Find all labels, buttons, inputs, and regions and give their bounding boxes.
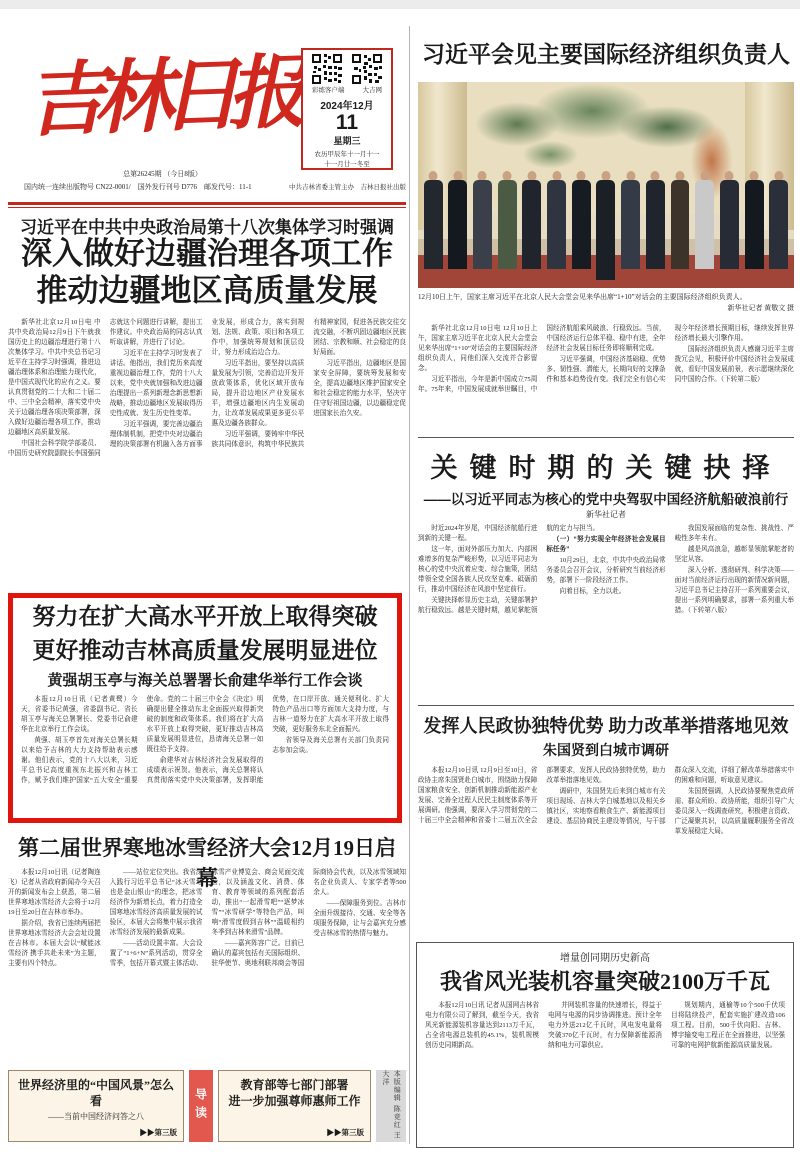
news-photo xyxy=(418,82,794,288)
ice-article-body: 本报12月10日讯（记者陶连飞）记者从省政府新闻办今天召开的新闻发布会上获悉，第二届世界寒地冰雪经济大会将于12月19日至20日在吉林市举办。 据介绍，我省已连续两届把世界寒地冰雪经济大会会址设置在吉林市。本届大会以“赋能冰雪经济 携手共赴未来”为主题，主要有四个特点。 ——站位定位突出。我省深入践行习近平总书记“冰天雪地也是金山银山”的理念，把冰雪经济作为新增长点，着力打造全国寒地冰雪经济高质量发展的试验区，本届大会将集中展示我省冰雪经济发展的最新成果。 ——活动设置丰富。大会设置了“1+6+N”系列活动，贯穿全雪季，包括开幕式暨主体活动、冰雪产业博览会、商会见面交流会，以及涵盖文化、消费、体育、教育等领域的系列配套活动，推出“一起滑雪吧”“逐梦冰雪”“冰雪研学”等特色产品，叫响“滑雪度假到吉林”“温暖相约 冬季到吉林来滑雪”品牌。 ——嘉宾阵容广泛。目前已确认的嘉宾包括有关国际组织、驻华使节、奥地利联邦商会等国际商协会代表，以及冰雪领域知名企业负责人、专家学者等500余人。 ——保障服务到位。吉林市全面升级接待、交通、安全等各项服务保障，让与会嘉宾充分感受吉林冰雪的热情与魅力。 xyxy=(8,869,406,968)
reading-guide-row xyxy=(8,1070,406,1142)
person-silhouette xyxy=(621,171,640,270)
person-silhouette xyxy=(498,171,517,270)
person-silhouette xyxy=(745,171,764,270)
section-divider xyxy=(418,437,794,438)
guide-box2-page-ref: ▶▶第三版 xyxy=(326,1128,364,1137)
column-divider xyxy=(409,26,410,1144)
publication-line: 国内统一连续出版物号 CN22-0001/ 国外发行刊号 D776 邮发代号：11-1 xyxy=(24,183,252,191)
photo-credit: 新华社记者 黄敬文 摄 xyxy=(727,303,794,312)
key-period-body: 时近2024年岁尾，中国经济航船行进到新的关键一程。 这一年，面对外部压力加大、内部困难增多的复杂严峻形势，以习近平同志为核心的党中央沉着应变、综合施策，团结带领全党全国各族人民攻坚克难、砥砺前行，推动中国经济在风浪中坚定前行。 关键抉择彰显历史主动，关键部署护航行稳致远。越是关键时期，越见掌舵领航的定力与担当。 （一）“努力实现全年经济社会发展目标任务” 10月29日，北京，中共中央政治局常务委员会召开会议，分析研究当前经济形势，部署下一阶段经济工作。 向着目标，全力以赴。 我国发展面临的复杂性、挑战性、严峻性多年未有。 越是风高浪急，越彰显领航掌舵者的坚定从容。 深入分析、透彻研判、科学决策——面对当前经济运行出现的新情况新问题，习近平总书记主持召开一系列重要会议，提出一系列明确要求，部署一系列重大举措。（下转第八版） xyxy=(418,525,794,615)
qr2-label: 大吉网 xyxy=(362,87,382,94)
person-silhouette xyxy=(572,171,591,270)
border-article-title-line1: 深入做好边疆治理各项工作 xyxy=(21,236,393,271)
date-month: 2024年12月 xyxy=(320,101,374,112)
paper-name-logo: 吉林日报 xyxy=(24,49,296,147)
section-divider xyxy=(418,705,794,706)
wind-solar-body: 本报12月10日讯 记者从国网吉林省电力有限公司了解到，截至今天，我省风光新能源装机容量达到2113万千瓦，占全省电源总装机的45.1%，装机规模创历史同期新高。 并网装机容量的快速增长，得益于电网与电源的同步协调推进。预计全年电力外送212亿千瓦时，风电发电量将突破370亿千瓦时，有力保障新能源消纳和电力可靠供应。 规划期内，通榆等10个500千伏项目将陆续投产，配套实施扩建改造106项工程。目前，500千伏向阳、吉林、博宇输变电工程正在全面推进，以坚强可靠的电网护航新能源高质量发展。 xyxy=(425,1002,785,1050)
guide-box1-subtitle: ——当前中国经济问答之八 xyxy=(48,1112,144,1122)
date-weekday: 星期三 xyxy=(333,136,361,147)
guide-box1-page-ref: ▶▶第三版 xyxy=(139,1128,177,1137)
guide-box1-title: 世界经济里的“中国风景”怎么看 xyxy=(17,1078,174,1109)
border-article-body: 新华社北京12月10日电 中共中央政治局12月9日下午就我国历史上的边疆治理进行第十八次集体学习。中共中央总书记习近平在主持学习时强调，推进边疆治理体系和治理能力现代化，是中国式现代化的应有之义。要认真贯彻党的二十大和二十届二中、三中全会精神，落实党中央关于边疆治理各项决策部署，深入做好边疆治理各项工作，推动边疆地区高质量发展。 中国社会科学院学部委员、中国历史研究院副院长李国强同志就这个问题进行讲解，提出工作建议。中央政治局的同志认真听取讲解，并进行了讨论。 习近平在主持学习时发表了讲话。他指出，我们党历来高度重视边疆治理工作，党的十八大以来，党中央就加强和改进边疆治理提出一系列新理念新思想新战略，推动边疆地区发展取得历史性成就、发生历史性变革。 习近平强调，要完善边疆治理体制机制，把党中央对边疆治理的决策部署有机融入各方面事业发展，形成合力，落实到规划、法规、政策、项目和各项工作中，加强统筹规划和顶层设计，努力形成治边合力。 习近平指出，要坚持以高质量发展为引领，完善沿边开发开放政策体系，优化区域开放布局，提升沿边地区产业发展水平，增强边疆地区内生发展动力，让改革发展成果更多更公平惠及边疆各族群众。 习近平强调，要铸牢中华民族共同体意识，构筑中华民族共有精神家园，促进各民族交往交流交融，不断巩固边疆地区民族团结、宗教和顺、社会稳定的良好局面。 习近平指出，边疆地区是国家安全屏障，要统筹发展和安全，提高边疆地区维护国家安全和社会稳定的能力水平，坚决守住守好祖国边疆，以边疆稳定促进国家长治久安。 xyxy=(8,319,406,458)
masthead-red-rule xyxy=(8,202,406,208)
reading-guide-label: 导读 xyxy=(189,1070,213,1142)
xi-meeting-body: 新华社北京12月10日电 12月10日上午，国家主席习近平在北京人民大会堂会见来华出席“1+10”对话会的主要国际经济组织负责人，同他们深入交流并合影留念。 习近平指出，今年是新中国成立75周年。75年来，中国发展成就举世瞩目，中国经济航船乘风破浪、行稳致远。当前，中国经济运行总体平稳、稳中有进，全年经济社会发展目标任务即将顺利完成。 习近平强调，中国经济基础稳、优势多、韧性强、潜能大，长期向好的支撑条件和基本趋势没有变。我们完全有信心实现今年经济增长预期目标，继续发挥世界经济增长最大引擎作用。 国际经济组织负责人感谢习近平主席拨冗会见，积极评价中国经济社会发展成就，看好中国发展前景，表示愿继续深化同中国的合作。（下转第二版） xyxy=(418,325,794,394)
person-silhouette xyxy=(671,171,690,270)
date-day: 11 xyxy=(335,111,359,134)
person-silhouette xyxy=(424,171,443,270)
photo-people xyxy=(424,166,789,269)
wind-solar-kicker: 增量创同期历史新高 xyxy=(560,953,650,964)
guide-box2-line1: 教育部等七部门部署 xyxy=(240,1078,349,1092)
key-period-title: 关键时期的关键抉择 xyxy=(430,453,782,483)
person-silhouette xyxy=(769,171,788,270)
cppcc-article-title: 发挥人民政协独特优势 助力改革举措落地见效 xyxy=(423,716,789,736)
qr-code-caidian-icon xyxy=(312,54,342,84)
guide-box2-line2: 进一步加强尊师惠师工作 xyxy=(228,1094,361,1109)
date-box xyxy=(301,48,393,170)
redbox-subtitle: 黄强胡玉亭与海关总署署长俞建华举行工作会谈 xyxy=(47,671,363,689)
photo-caption xyxy=(418,292,794,314)
border-article-title-line2: 推动边疆地区高质量发展 xyxy=(36,273,378,309)
xi-meeting-title: 习近平会见主要国际经济组织负责人 xyxy=(422,42,790,67)
person-silhouette xyxy=(473,171,492,270)
page-editors-credit: 本版编辑 陈竞红 王大洋 xyxy=(376,1070,406,1142)
lunar-line1: 农历甲辰年十一月十一 xyxy=(314,151,380,159)
key-period-byline: 新华社记者 xyxy=(586,510,626,519)
qr1-label: 彩练客户端 xyxy=(312,87,345,94)
person-silhouette xyxy=(448,171,467,270)
redbox-body: 本报12月10日讯（记者黄鹭）今天，省委书记黄强，省委副书记、省长胡玉亭与海关总署署长、党委书记俞建华在北京举行工作会谈。 黄强、胡玉亭首先对海关总署长期以来给予吉林的大力支持帮助表示感谢。他们表示，党的十八大以来，习近平总书记高度重视东北振兴和吉林工作，赋予我们维护国家“五大安全”重要使命。党的二十届三中全会《决定》明确提出健全推动东北全面振兴取得新突破的制度和政策体系。我们将在扩大高水平开放上取得突破，更好推动吉林高质量发展明显进位，恳请海关总署一如既往给予支持。 俞建华对吉林经济社会发展取得的成绩表示祝贺。他表示，海关总署将认真贯彻落实党中央决策部署，发挥职能优势，在口岸开放、通关便利化、扩大特色产品出口等方面加大支持力度，与吉林一道努力在扩大高水平开放上取得突破，更好服务东北全面振兴。 省领导及海关总署有关部门负责同志参加会谈。 xyxy=(21,695,389,784)
redbox-title-line2: 更好推动吉林高质量发展明显进位 xyxy=(32,637,378,663)
border-article-kicker: 习近平在中共中央政治局第十八次集体学习时强调 xyxy=(20,218,394,237)
wind-solar-article-box xyxy=(416,942,794,1148)
photo-caption-text: 12月10日上午，国家主席习近平在北京人民大会堂会见来华出席“1+10”对话会的主要国际经济组织负责人。 xyxy=(418,293,747,301)
person-silhouette xyxy=(646,171,665,270)
issue-line: 总第26245期 （今日8版） xyxy=(123,170,202,178)
key-period-subtitle: ——以习近平同志为核心的党中央驾驭中国经济航船破浪前行 xyxy=(423,492,789,507)
cppcc-article-body: 本报12月10日讯 12月9日至10日，省政协主席朱国贤赴白城市，围绕助力保障国家粮食安全、创新机制推动新能源产业发展、完善全过程人民民主制度体系等开展调研。他强调，要深入学习贯彻党的二十届三中全会精神和省委十二届五次全会部署要求，发挥人民政协独特优势，助力改革举措落地见效。 调研中，朱国贤先后来到白城市有关项目现场、吉林大学白城基地以及相关乡镇社区，实地察看粮食生产、新能源项目建设、基层协商民主建设等情况，与干部群众深入交流，详细了解改革举措落实中的困难和问题，听取意见建议。 朱国贤强调，人民政协要聚焦党政所需、群众所盼、政协所能，组织引导广大委员深入一线调查研究，积极建言资政、广泛凝聚共识，以高质量履职服务全省改革发展稳定大局。 xyxy=(418,767,794,836)
person-silhouette xyxy=(596,171,615,270)
ice-article-title: 第二届世界寒地冰雪经济大会12月19日启幕 xyxy=(18,836,396,890)
organizer-line: 中共吉林省委主管主办 吉林日报社出版 xyxy=(289,184,406,191)
qr-code-dajiwang-icon xyxy=(352,54,382,84)
person-silhouette xyxy=(720,171,739,270)
top-strip xyxy=(0,0,800,9)
guide-box-world-economy xyxy=(8,1070,184,1142)
cppcc-article-subtitle: 朱国贤到白城市调研 xyxy=(543,744,669,759)
jilin-opening-article-box xyxy=(8,593,402,823)
redbox-title-line1: 努力在扩大高水平开放上取得突破 xyxy=(32,604,378,629)
person-silhouette xyxy=(547,171,566,270)
border-article-title xyxy=(8,235,406,309)
person-silhouette xyxy=(695,171,714,270)
guide-box-education xyxy=(218,1070,371,1142)
wind-solar-title: 我省风光装机容量突破2100万千瓦 xyxy=(439,969,770,994)
person-silhouette xyxy=(522,171,541,270)
lunar-line2: 十一月廿一冬至 xyxy=(324,160,370,168)
